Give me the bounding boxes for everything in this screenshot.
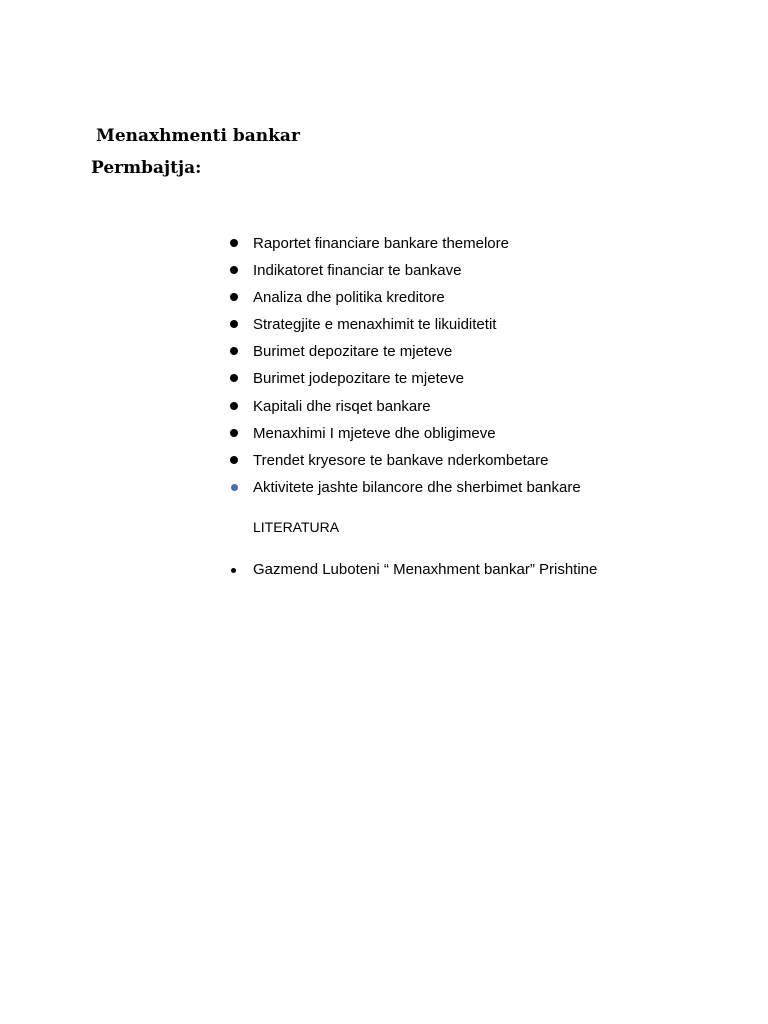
contents-heading: Permbajtja: bbox=[91, 158, 202, 178]
bullet-icon bbox=[230, 456, 238, 464]
list-item-text: Strategjite e menaxhimit te likuiditetit bbox=[253, 316, 497, 334]
bullet-icon bbox=[231, 484, 238, 491]
list-item-text: Burimet depozitare te mjeteve bbox=[253, 343, 453, 361]
list-item-text: Raportet financiare bankare themelore bbox=[253, 235, 509, 252]
document-title: Menaxhmenti bankar bbox=[96, 126, 300, 146]
bullet-icon bbox=[230, 402, 238, 410]
list-item-text: Kapitali dhe risqet bankare bbox=[253, 397, 431, 415]
list-item-text: Menaxhimi I mjeteve dhe obligimeve bbox=[253, 424, 496, 442]
list-item-text: Burimet jodepozitare te mjeteve bbox=[253, 370, 464, 388]
bullet-icon bbox=[230, 429, 238, 437]
bullet-icon bbox=[230, 374, 238, 382]
list-item-text: Analiza dhe politika kreditore bbox=[253, 289, 445, 307]
list-item-text: Trendet kryesore te bankave nderkombetare bbox=[253, 451, 549, 469]
bullet-icon bbox=[230, 293, 238, 301]
literature-heading: LITERATURA bbox=[253, 519, 340, 535]
bullet-icon bbox=[230, 239, 238, 247]
bullet-icon bbox=[230, 347, 238, 355]
bullet-icon bbox=[230, 266, 238, 274]
bullet-icon bbox=[230, 320, 238, 328]
list-item-text: Indikatoret financiar te bankave bbox=[253, 262, 462, 280]
bullet-icon bbox=[231, 568, 236, 573]
literature-item-text: Gazmend Luboteni “ Menaxhment bankar” Prishtine bbox=[253, 561, 598, 578]
list-item-text: Aktivitete jashte bilancore dhe sherbimet bankare bbox=[253, 478, 581, 496]
